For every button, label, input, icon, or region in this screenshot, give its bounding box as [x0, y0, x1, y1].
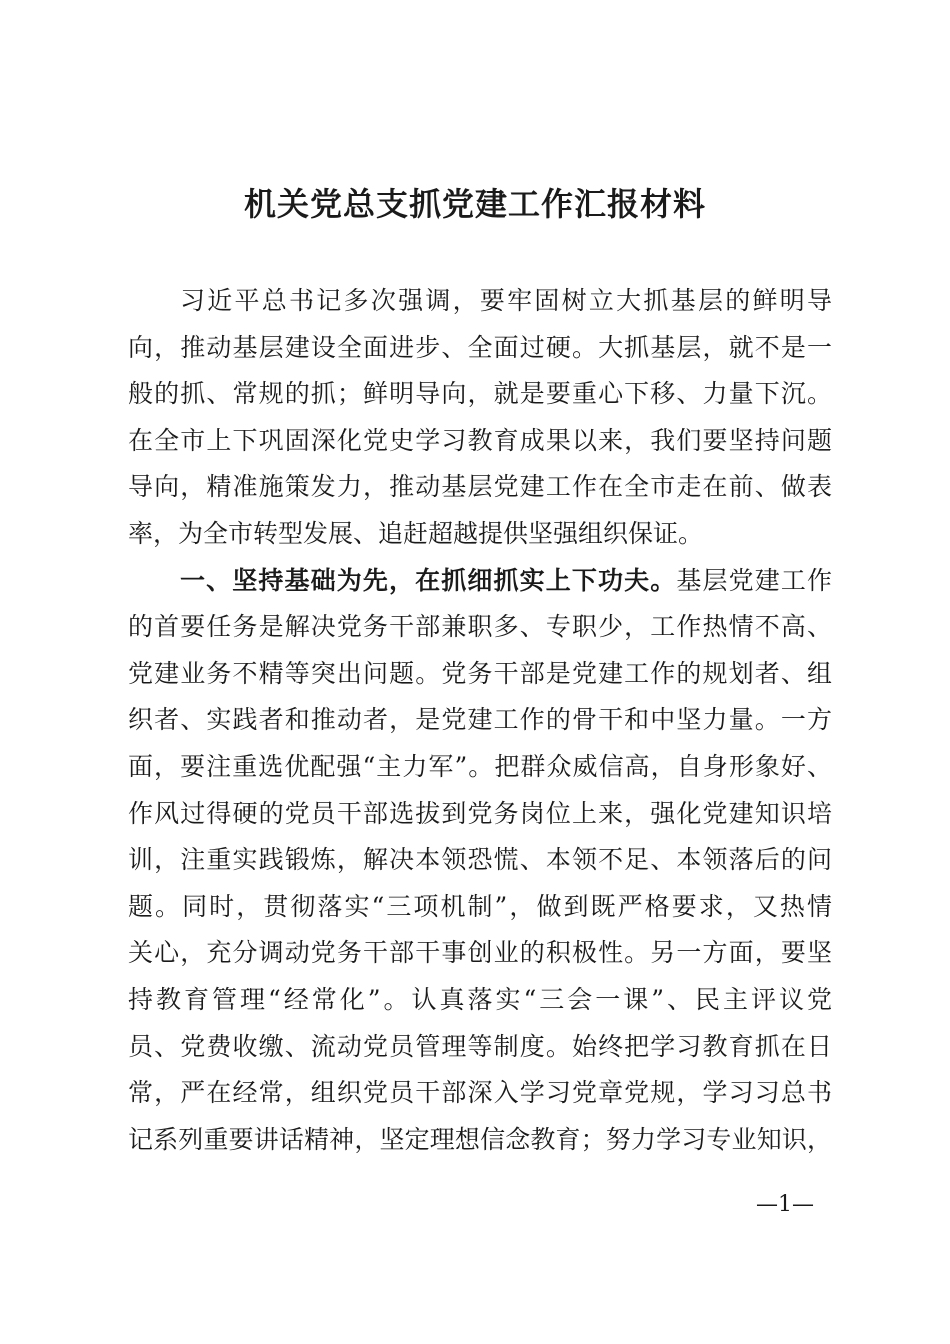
paragraph-line: 面，要注重选优配强“主力军”。把群众威信高，自身形象好、: [128, 751, 832, 781]
paragraph-line: 习近平总书记多次强调，要牢固树立大抓基层的鲜明导: [180, 286, 832, 315]
paragraph-line: 关心，充分调动党务干部干事创业的积极性。另一方面，要坚: [128, 938, 832, 968]
intro-paragraph: [128, 278, 832, 558]
paragraph-line: 训，注重实践锻炼，解决本领恐慌、本领不足、本领落后的问: [128, 845, 832, 875]
paragraph-line: 在全市上下巩固深化党史学习教育成果以来，我们要坚持问题: [128, 425, 832, 455]
paragraph-line: 导向，精准施策发力，推动基层党建工作在全市走在前、做表: [128, 472, 832, 502]
section-1-first-line: [128, 558, 832, 605]
paragraph-line: 记系列重要讲话精神，坚定理想信念教育；努力学习专业知识，: [128, 1124, 832, 1154]
page-number: —1—: [756, 1192, 814, 1217]
paragraph-line: 的首要任务是解决党务干部兼职多、专职少，工作热情不高、: [128, 612, 832, 642]
section-1-first-line-text: 基层党建工作: [676, 565, 832, 595]
paragraph-line: 党建业务不精等突出问题。党务干部是党建工作的规划者、组: [128, 658, 832, 688]
section-1-paragraph: [128, 558, 832, 1164]
paragraph-line: 率，为全市转型发展、追赶超越提供坚强组织保证。: [128, 518, 704, 548]
paragraph-line: 题。同时，贯彻落实“三项机制”，做到既严格要求，又热情: [128, 891, 832, 921]
paragraph-line: 员、党费收缴、流动党员管理等制度。始终把学习教育抓在日: [128, 1031, 832, 1061]
paragraph-line: 般的抓、常规的抓；鲜明导向，就是要重心下移、力量下沉。: [128, 379, 832, 409]
paragraph-line: 持教育管理“经常化”。认真落实“三会一课”、民主评议党: [128, 984, 832, 1014]
document-title: 机关党总支抓党建工作汇报材料: [243, 185, 706, 223]
paragraph-line: 作风过得硬的党员干部选拔到党务岗位上来，强化党建知识培: [128, 798, 832, 828]
paragraph-line: 向，推动基层建设全面进步、全面过硬。大抓基层，就不是一: [128, 332, 832, 362]
paragraph-line: 常，严在经常，组织党员干部深入学习党章党规，学习习总书: [128, 1078, 832, 1108]
document-body: [128, 278, 832, 1163]
section-1-heading: 一、坚持基础为先，在抓细抓实上下功夫。: [180, 565, 677, 595]
paragraph-line: 织者、实践者和推动者，是党建工作的骨干和中坚力量。一方: [128, 705, 832, 735]
